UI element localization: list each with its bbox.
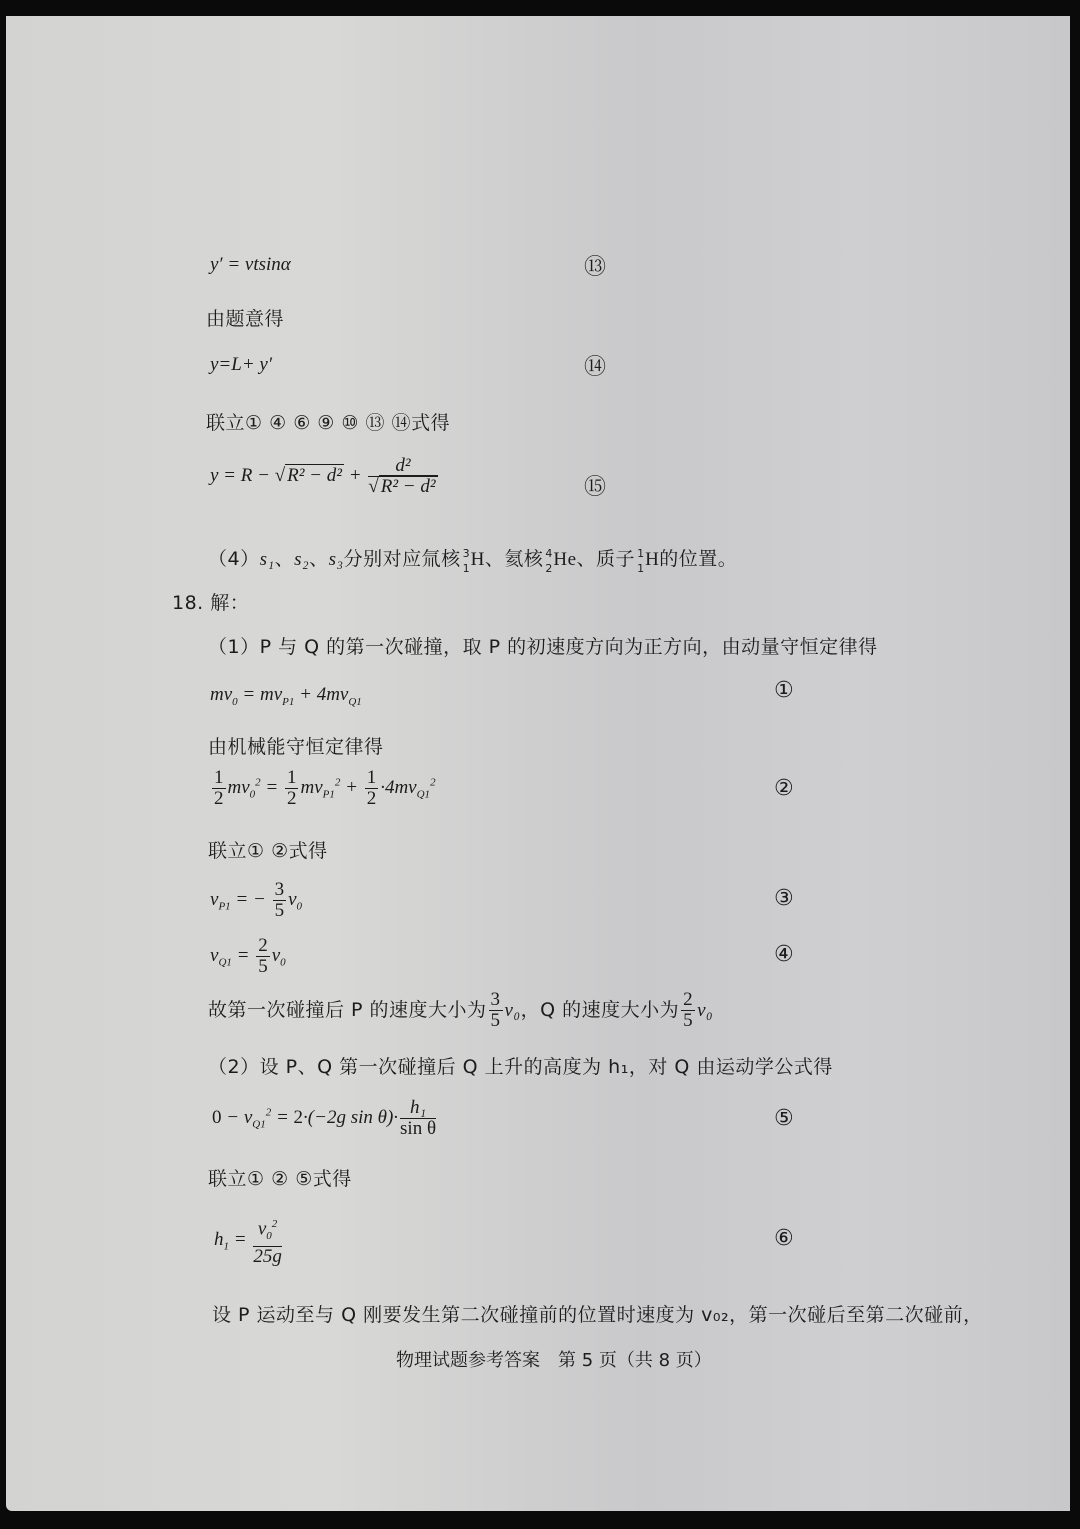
ref-4: ④ bbox=[269, 412, 287, 434]
ref-1: ① bbox=[247, 840, 265, 862]
q18-equation-label-2: ② bbox=[774, 776, 794, 801]
combine-suffix: 式得 bbox=[411, 412, 451, 434]
part-2-intro: （2）设 P、Q 第一次碰撞后 Q 上升的高度为 h₁，对 Q 由运动学公式得 bbox=[208, 1056, 833, 1078]
n1-symbol: H bbox=[470, 549, 485, 570]
ref-9: ⑨ bbox=[317, 412, 335, 434]
eq5-num: h₁ bbox=[400, 1098, 436, 1119]
equation-13: y′ = vtsinα bbox=[210, 254, 291, 275]
f2-num: 2 bbox=[683, 989, 694, 1010]
eq5-den: sin θ bbox=[400, 1118, 437, 1139]
q18-equation-label-1: ① bbox=[774, 678, 794, 703]
s1: s₁ bbox=[259, 549, 275, 570]
part-1-intro: （1）P 与 Q 的第一次碰撞，取 P 的初速度方向为正方向，由动量守恒定律得 bbox=[208, 636, 878, 658]
helium-notation bbox=[543, 546, 553, 575]
energy-conservation-intro: 由机械能守恒定律得 bbox=[208, 736, 384, 758]
equation-label-15: ⑮ bbox=[584, 475, 607, 500]
eq15-plus: + bbox=[348, 464, 362, 486]
question-18-header bbox=[172, 588, 249, 615]
combine-1-2-line bbox=[208, 836, 328, 863]
ref-14: ⑭ bbox=[391, 412, 412, 434]
eq3-den: 5 bbox=[274, 900, 285, 921]
equation-14: y=L+ y′ bbox=[210, 354, 272, 375]
conclusion-b: ，Q 的速度大小为 bbox=[520, 999, 680, 1021]
n2-charge: 2 bbox=[545, 561, 553, 575]
eq4-num: 2 bbox=[258, 935, 268, 956]
part4-text4: 的位置。 bbox=[659, 548, 738, 570]
part4-text2: 、氦核 bbox=[484, 548, 544, 570]
n2-mass: 4 bbox=[545, 546, 553, 560]
q18-equation-4: $v_{Q1}$ = $\frac{2}{5}$ $v_0$ bbox=[210, 935, 286, 977]
equation-label-13: ⑬ bbox=[584, 255, 607, 280]
part4-prefix: （4） bbox=[208, 548, 260, 570]
combine-prefix: 联立 bbox=[206, 412, 246, 434]
part4-text3: 、质子 bbox=[576, 548, 636, 570]
combine-prefix: 联立 bbox=[208, 1168, 248, 1190]
eq15-denominator: √ R² − d² bbox=[368, 476, 436, 497]
page-footer: 物理试题参考答案 第 5 页（共 8 页） bbox=[396, 1350, 712, 1371]
q18-equation-2: $\frac{1}{2}$ $mv_0^2$ = $\frac{1}{2}$ $mv_{P1}^2$ + $\frac{1}{2}$ $\cdot 4mv_{Q1}^2$ bbox=[214, 767, 436, 809]
eq6-den: 25g bbox=[253, 1246, 282, 1268]
v0-b: v₀ bbox=[697, 1000, 714, 1021]
f2-den: 5 bbox=[683, 1010, 694, 1031]
ref-13: ⑬ bbox=[365, 412, 385, 434]
n3-mass: 1 bbox=[637, 546, 645, 560]
ref-6: ⑥ bbox=[293, 412, 311, 434]
eq15-den-sqrt: R² − d² bbox=[380, 476, 436, 497]
f1-den: 5 bbox=[490, 1010, 501, 1031]
q18-equation-1: $mv_0 = mv_{P1} + 4mv_{Q1}$ bbox=[210, 684, 362, 708]
ref-1: ① bbox=[245, 412, 263, 434]
eq13-lhs: y′ bbox=[210, 254, 223, 275]
eq4-den: 5 bbox=[258, 956, 268, 977]
part-1-conclusion bbox=[208, 990, 713, 1031]
ref-10: ⑩ bbox=[341, 412, 359, 434]
part-2-continuation: 设 P 运动至与 Q 刚要发生第二次碰撞前的位置时速度为 v₀₂，第一次碰后至第二次碰前， bbox=[212, 1304, 983, 1326]
text-by-problem: 由题意得 bbox=[206, 308, 285, 330]
s2: s₂ bbox=[294, 549, 310, 570]
n3-charge: 1 bbox=[637, 561, 645, 575]
n1-mass: 3 bbox=[462, 546, 471, 560]
q18-equation-label-3: ③ bbox=[774, 886, 794, 911]
question-number: 18. bbox=[172, 592, 204, 614]
proton-notation bbox=[635, 546, 645, 575]
n3-symbol: H bbox=[645, 549, 660, 570]
part-4-text: （4）s₁、s₂、s₃分别对应氚核 3 1 H、氦核 4 2 He、质子 1 1 H的位置。 bbox=[208, 546, 738, 575]
question-title: 解： bbox=[210, 592, 250, 614]
eq15-numerator: d² bbox=[368, 456, 437, 477]
s3: s₃ bbox=[328, 549, 344, 570]
f1-num: 3 bbox=[490, 989, 501, 1010]
ref-2: ② bbox=[271, 840, 289, 862]
eq3-num: 3 bbox=[274, 879, 285, 900]
answer-sheet-page bbox=[6, 16, 1070, 1511]
eq15-sqrt: R² − d² bbox=[287, 464, 342, 486]
q18-equation-label-5: ⑤ bbox=[774, 1106, 794, 1131]
equation-15: y = R − √ R² − d² + $\frac{\text{d²}}{\text{√ R² − d²}}$ bbox=[210, 455, 436, 497]
equation-label-14: ⑭ bbox=[584, 355, 607, 380]
combine-suffix: 式得 bbox=[288, 840, 328, 862]
eq13-rhs: vtsinα bbox=[244, 254, 291, 275]
q18-equation-label-6: ⑥ bbox=[774, 1226, 794, 1251]
q18-equation-3: $v_{P1}$ = − $\frac{3}{5}$ $v_0$ bbox=[210, 879, 303, 921]
q18-equation-5: $0 - v_{Q1}^2 = 2\cdot(-2g$ sin θ)· $\frac{\text{h₁}}{\text{sin θ}}$ bbox=[212, 1097, 437, 1139]
tritium-notation bbox=[461, 546, 471, 575]
ref-2: ② bbox=[271, 1168, 289, 1190]
eq15-lhs: y = R − bbox=[210, 464, 270, 486]
q18-equation-6: $h_1$ = $\frac{v_0^2}{25g}$ bbox=[214, 1214, 284, 1267]
combine-equations-line bbox=[206, 408, 450, 435]
n2-symbol: He bbox=[553, 549, 577, 570]
ref-5: ⑤ bbox=[295, 1168, 313, 1190]
eq15-fraction bbox=[368, 456, 437, 497]
n1-charge: 1 bbox=[462, 561, 471, 575]
part4-text1: 分别对应氚核 bbox=[343, 548, 461, 570]
combine-1-2-5-line bbox=[208, 1164, 352, 1191]
q18-equation-label-4: ④ bbox=[774, 942, 794, 967]
conclusion-a: 故第一次碰撞后 P 的速度大小为 bbox=[208, 999, 487, 1021]
combine-prefix: 联立 bbox=[208, 840, 248, 862]
combine-suffix: 式得 bbox=[312, 1168, 352, 1190]
ref-1: ① bbox=[247, 1168, 265, 1190]
v0-a: v₀ bbox=[504, 1000, 521, 1021]
